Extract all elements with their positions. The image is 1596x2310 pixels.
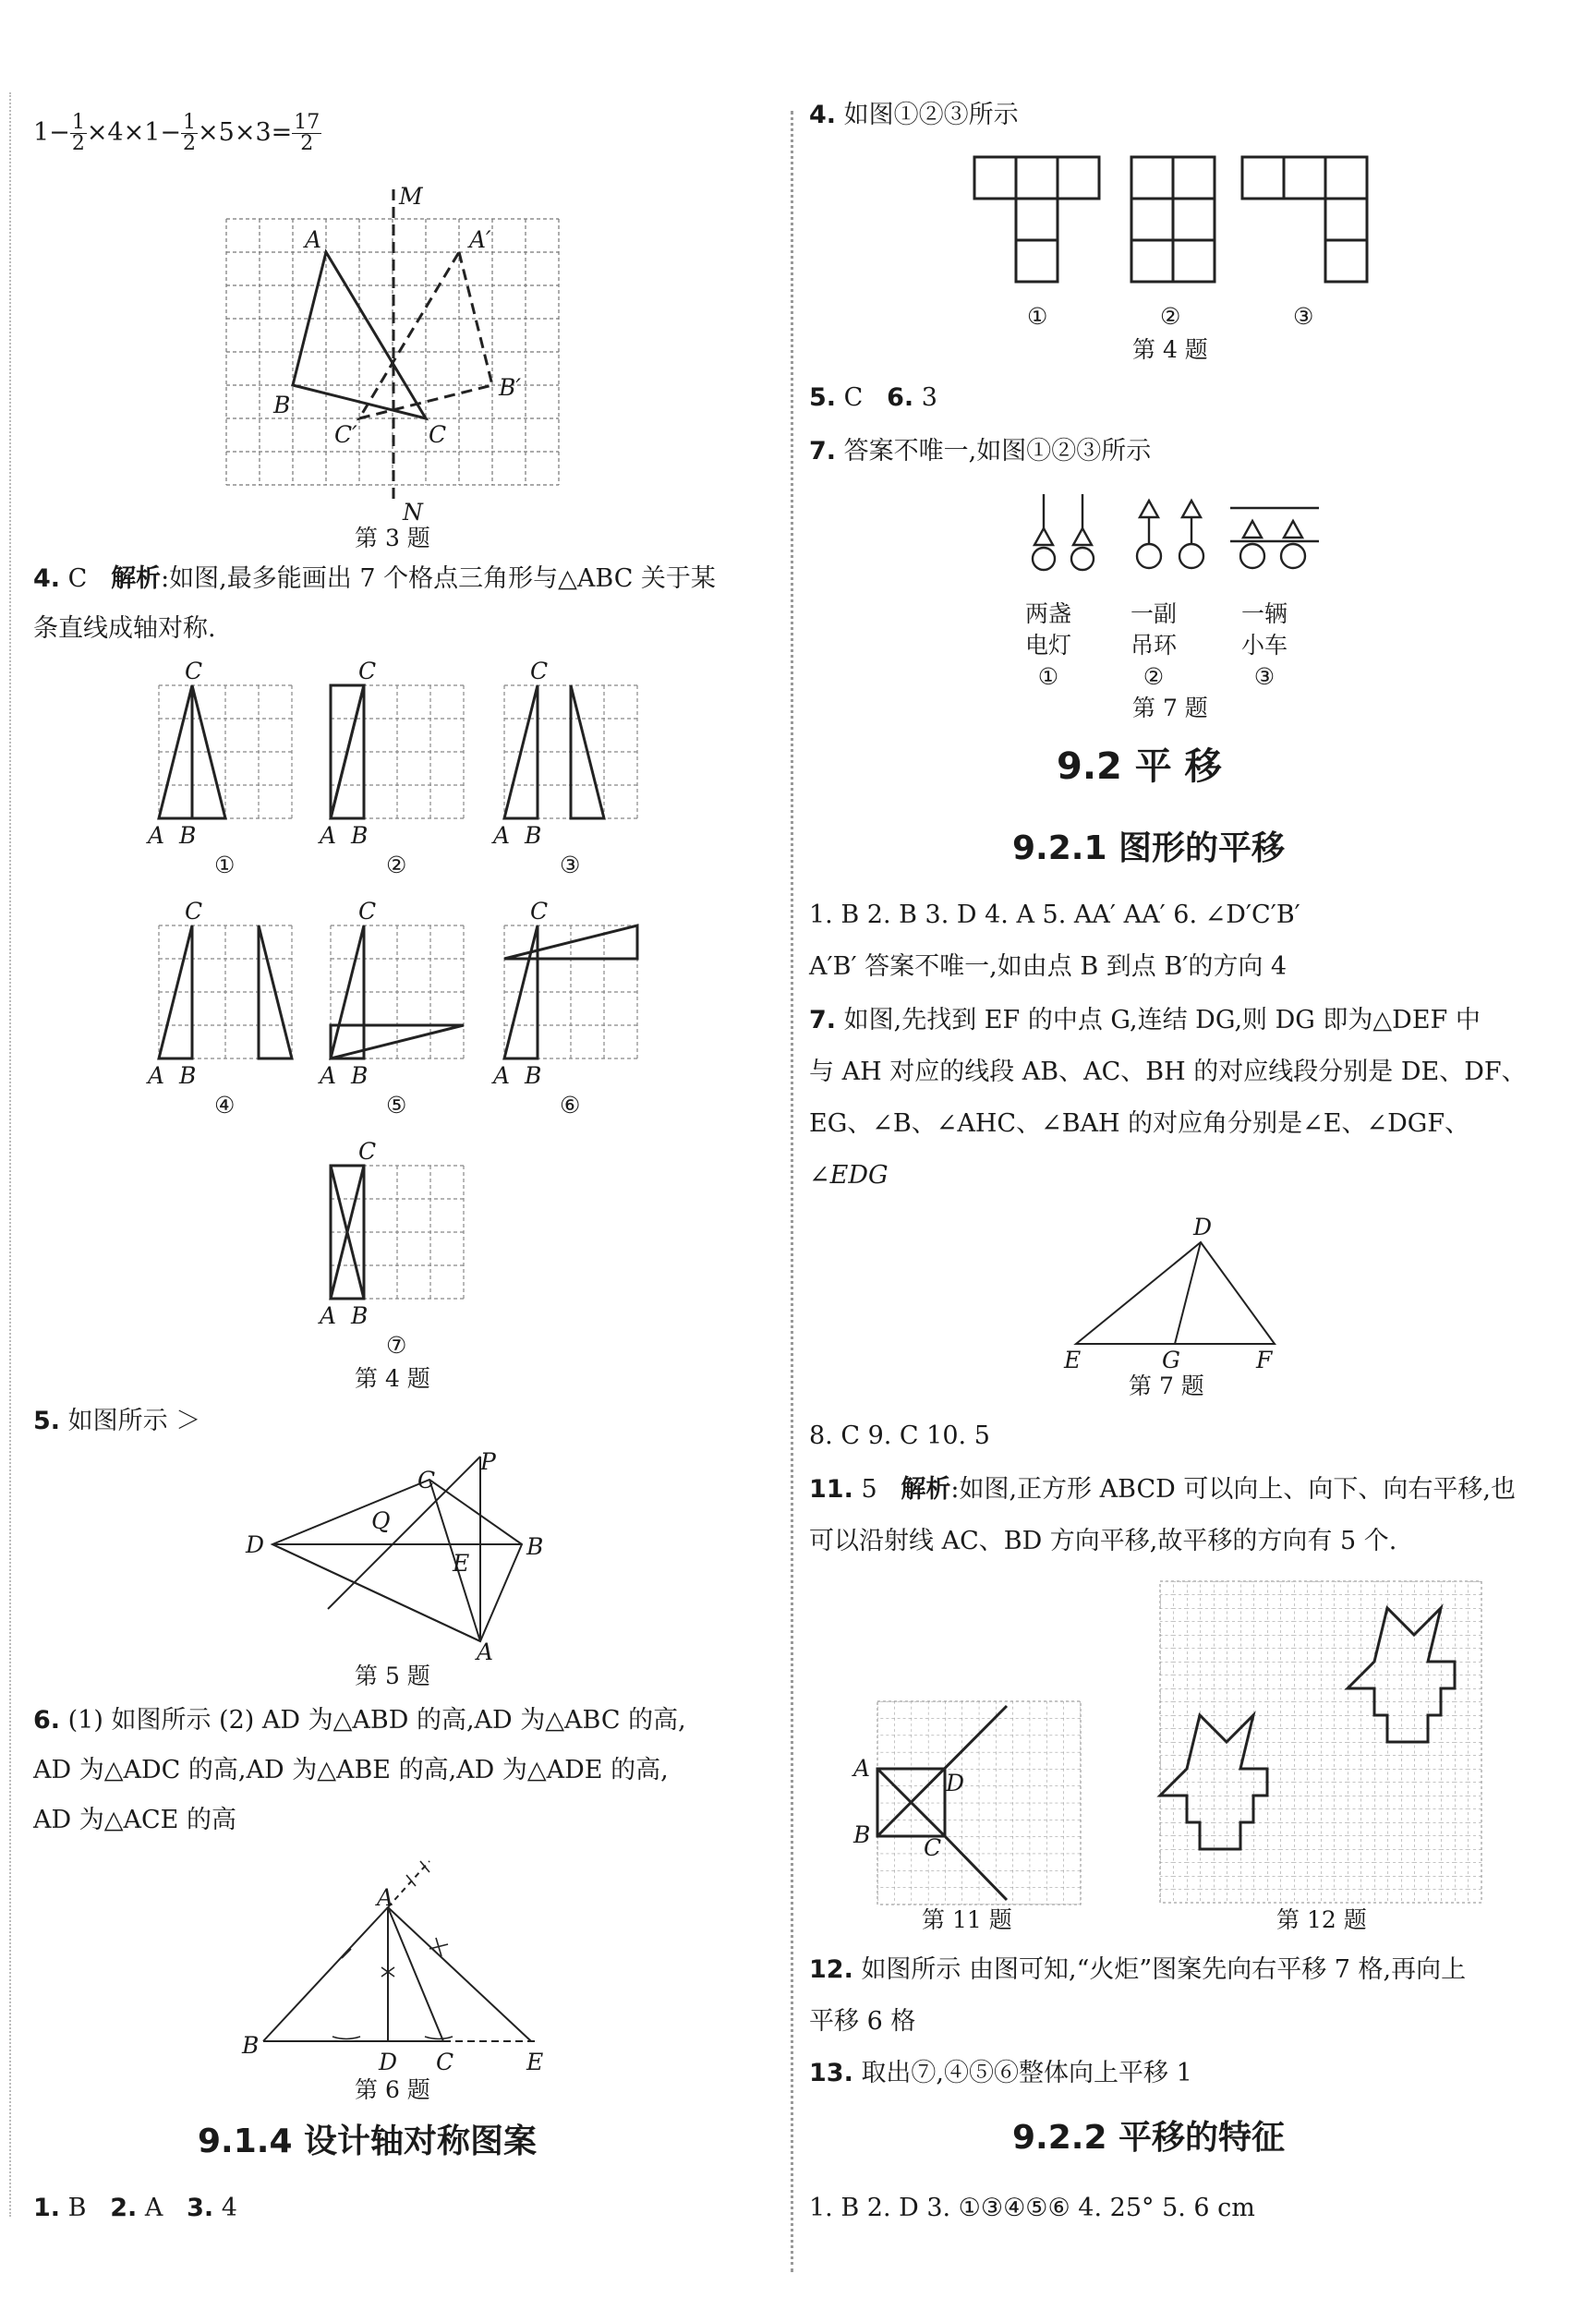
left-last-answers: 1. B 2. A 3. 4	[33, 2194, 237, 2222]
fig4-1-AB: A B	[148, 822, 197, 849]
fig7b-label-F: F	[1256, 1347, 1273, 1373]
figure-4-caption: 第 4 题	[355, 1365, 430, 1392]
fig3-label-Bp: B′	[499, 374, 522, 401]
right-figure-12	[1160, 1581, 1483, 1905]
right-q13: 13. 取出⑦,④⑤⑥整体向上平移 1	[809, 2059, 1192, 2087]
area-formula: 1− $\frac{1}{2}$ ×4×1− $\frac{1}{2}$ ×5×3= $\frac{17}{2}$	[33, 111, 320, 155]
right-figure-4-caption: 第 4 题	[1132, 336, 1208, 363]
right-figure-12-caption: 第 12 题	[1276, 1906, 1367, 1933]
fig5-label-E: E	[453, 1550, 470, 1577]
right-q7: 7. 答案不唯一,如图①②③所示	[809, 437, 1152, 466]
fig11-label-D: D	[946, 1770, 965, 1796]
fig5-label-B: B	[526, 1533, 544, 1560]
figure-6-diagram	[259, 1856, 563, 2060]
right-fig4-mark-1: ①	[1027, 303, 1048, 330]
fig7b-label-G: G	[1162, 1347, 1180, 1373]
fig4-mark-5: ⑤	[386, 1092, 407, 1119]
fig11-label-B: B	[853, 1821, 871, 1848]
fig4-mark-2: ②	[386, 852, 407, 878]
fig6-label-D: D	[379, 2049, 398, 2075]
figure-6-caption: 第 6 题	[355, 2076, 430, 2103]
fig4-6-C: C	[530, 898, 549, 925]
fig5-label-C: C	[417, 1467, 436, 1494]
fig7-item3: 一辆 小车 ③	[1241, 600, 1288, 690]
fig3-label-Cp: C′	[334, 421, 357, 448]
left-q4-line1: 4. C 解析:如图,最多能画出 7 个格点三角形与△ABC 关于某	[33, 564, 716, 593]
fig4-3-AB: A B	[493, 822, 542, 849]
chapter-heading-9-2: 9.2 平 移	[1057, 745, 1222, 788]
fig3-label-N: N	[403, 499, 423, 526]
figure-4-diagram	[0, 665, 794, 1385]
fig4-1-C: C	[185, 658, 203, 684]
left-q6-line1: 6. (1) 如图所示 (2) AD 为△ABD 的高,AD 为△ABC 的高,	[33, 1706, 686, 1735]
left-q5: 5. 如图所示 ＞	[33, 1407, 201, 1435]
right-q7b-line2: 与 AH 对应的线段 AB、AC、BH 的对应线段分别是 DE、DF、	[809, 1058, 1527, 1086]
right-answers-1-6-line2: A′B′ 答案不唯一,如由点 B 到点 B′的方向 4	[809, 952, 1288, 981]
section-heading-9-2-2: 9.2.2 平移的特征	[1012, 2119, 1286, 2157]
right-figure-7-caption: 第 7 题	[1132, 695, 1208, 721]
fig3-label-C: C	[429, 421, 447, 448]
fig4-3-C: C	[530, 658, 549, 684]
right-answers-1-6-line1: 1. B 2. B 3. D 4. A 5. AA′ AA′ 6. ∠D′C′B′	[809, 901, 1300, 929]
fig7-item2: 一副 吊环 ②	[1130, 600, 1178, 690]
right-figure-7b-triangle	[1071, 1238, 1293, 1349]
fig5-label-D: D	[246, 1531, 265, 1558]
right-figure-7-symbols	[1025, 490, 1321, 582]
fig5-label-A: A	[477, 1639, 494, 1665]
fig3-label-M: M	[399, 183, 423, 210]
right-fig4-mark-3: ③	[1293, 303, 1314, 330]
fig4-4-AB: A B	[148, 1062, 197, 1089]
right-q5-q6: 5. C 6. 3	[809, 383, 937, 412]
left-q4-line2: 条直线成轴对称.	[33, 614, 216, 643]
right-q7b-line1: 7. 如图,先找到 EF 的中点 G,连结 DG,则 DG 即为△DEF 中	[809, 1006, 1481, 1034]
figure-5-diagram	[268, 1452, 545, 1646]
right-figure-11	[877, 1701, 1081, 1905]
right-last-answers: 1. B 2. D 3. ①③④⑤⑥ 4. 25° 5. 6 cm	[809, 2194, 1255, 2222]
right-figure-7b-caption: 第 7 题	[1129, 1373, 1204, 1399]
fig4-7-AB: A B	[320, 1302, 369, 1329]
right-q12-line1: 12. 如图所示 由图可知,“火炬”图案先向右平移 7 格,再向上	[809, 1955, 1467, 1984]
figure-5-caption: 第 5 题	[355, 1663, 430, 1689]
figure-3-caption: 第 3 题	[355, 525, 430, 551]
fig11-label-A: A	[853, 1755, 871, 1782]
fig4-5-AB: A B	[320, 1062, 369, 1089]
fig3-label-Ap: A′	[469, 226, 491, 253]
fig4-5-C: C	[358, 898, 377, 925]
fig4-2-AB: A B	[320, 822, 369, 849]
right-fig4-mark-2: ②	[1160, 303, 1181, 330]
section-heading-9-2-1: 9.2.1 图形的平移	[1012, 829, 1286, 867]
fig5-label-P: P	[480, 1448, 496, 1475]
right-q11-line2: 可以沿射线 AC、BD 方向平移,故平移的方向有 5 个.	[809, 1527, 1397, 1555]
fig4-mark-6: ⑥	[560, 1092, 581, 1119]
fig7b-label-E: E	[1064, 1347, 1082, 1373]
figure-3-diagram	[222, 185, 573, 517]
fig4-mark-3: ③	[560, 852, 581, 878]
right-q11-line1: 11. 5 解析:如图,正方形 ABCD 可以向上、向下、向右平移,也	[809, 1475, 1516, 1504]
right-q7b-line3: EG、∠B、∠AHC、∠BAH 的对应角分别是∠E、∠DGF、	[809, 1109, 1470, 1138]
right-figure-11-caption: 第 11 题	[922, 1906, 1012, 1933]
right-q4: 4. 如图①②③所示	[809, 101, 1019, 129]
fig7-item1: 两盏 电灯 ①	[1025, 600, 1072, 690]
fig11-label-C: C	[924, 1834, 942, 1861]
left-q6-line2: AD 为△ADC 的高,AD 为△ABE 的高,AD 为△ADE 的高,	[33, 1756, 669, 1784]
fig4-2-C: C	[358, 658, 377, 684]
fig4-4-C: C	[185, 898, 203, 925]
right-figure-4-nets	[970, 155, 1376, 284]
section-heading-9-1-4: 9.1.4 设计轴对称图案	[198, 2123, 538, 2160]
fig7b-label-D: D	[1193, 1214, 1213, 1240]
fig4-6-AB: A B	[493, 1062, 542, 1089]
fig6-label-E: E	[526, 2049, 544, 2075]
fig3-label-A: A	[305, 226, 322, 253]
fig6-label-A: A	[377, 1884, 394, 1911]
fig4-mark-7: ⑦	[386, 1332, 407, 1359]
fig4-7-C: C	[358, 1138, 377, 1165]
right-q12-line2: 平移 6 格	[809, 2007, 916, 2036]
right-answers-8-10: 8. C 9. C 10. 5	[809, 1421, 990, 1450]
fig6-label-B: B	[242, 2032, 260, 2059]
fig6-label-C: C	[436, 2049, 454, 2075]
right-q7b-line4: ∠EDG	[809, 1161, 889, 1190]
left-q6-line3: AD 为△ACE 的高	[33, 1806, 236, 1834]
fig5-label-Q: Q	[371, 1507, 391, 1534]
fig4-mark-4: ④	[214, 1092, 236, 1119]
fig4-mark-1: ①	[214, 852, 236, 878]
fig3-label-B: B	[273, 392, 291, 418]
